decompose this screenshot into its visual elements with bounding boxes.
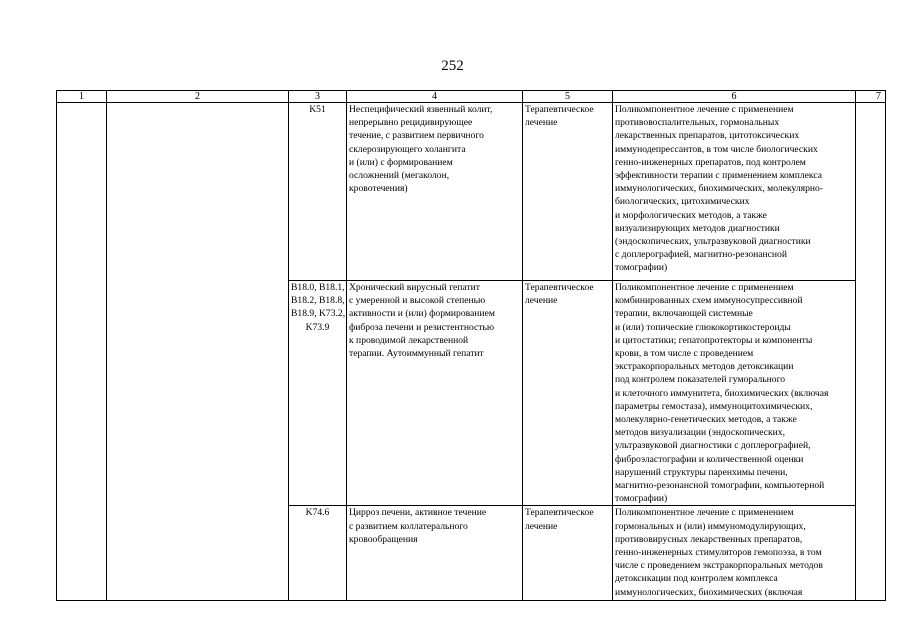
disease-line: непрерывно рецидивирующее	[349, 117, 473, 129]
disease-line: Хронический вирусный гепатит	[349, 282, 480, 293]
method-line: противовоспалительных, гормональных	[615, 117, 780, 129]
treatment-type-line: лечение	[525, 295, 558, 307]
treatment-type-line: лечение	[525, 520, 558, 532]
treatment-type-cell	[523, 103, 613, 281]
treatment-type-line: лечение	[525, 117, 558, 129]
disease-line: с умеренной и высокой степенью	[349, 295, 486, 307]
method-line: терапии, включающей системные	[615, 308, 753, 320]
disease-line: Неспецифический язвенный колит,	[349, 104, 493, 115]
disease-line: и (или) с формированием	[349, 156, 453, 168]
medical-care-table	[56, 90, 886, 601]
empty-cell-col7	[856, 103, 886, 601]
column-number: 5	[523, 91, 613, 103]
method-line: методов визуализации (эндоскопических,	[615, 427, 785, 439]
method-line: экстракорпоральных методов детоксикации	[615, 361, 794, 373]
treatment-method-cell	[613, 103, 856, 281]
method-line: крови, в том числе с проведением	[615, 348, 754, 360]
disease-line: Цирроз печени, активное течение	[349, 507, 487, 519]
disease-line: кровотечения)	[349, 183, 408, 195]
disease-line: фиброза печени и резистентностью	[349, 321, 495, 333]
diagnosis-code-cell	[289, 103, 347, 281]
empty-cell-col1	[57, 103, 107, 601]
diagnosis-code: K73.9	[305, 321, 330, 333]
page-number: 252	[441, 58, 464, 74]
treatment-method-cell	[613, 281, 856, 506]
method-line: параметры гемостаза), иммуноцитохимических,	[615, 400, 813, 412]
method-line: детоксикации под контролем комплекса	[615, 573, 778, 585]
treatment-method-cell	[613, 506, 856, 601]
disease-cell	[347, 281, 523, 506]
method-line: генно-инженерных препаратов, под контролем	[615, 156, 806, 168]
method-line: иммунологических, биохимических (включая	[615, 586, 803, 598]
disease-cell	[347, 506, 523, 601]
column-number: 4	[347, 91, 523, 103]
method-line: магнитно-резонансной томографии, компьютерной	[615, 480, 825, 492]
column-number-row	[57, 91, 886, 103]
diagnosis-code: K74.6	[305, 507, 330, 519]
table-row	[57, 103, 886, 281]
method-line: нарушений структуры паренхимы печени,	[615, 466, 788, 478]
diagnosis-code: B18.0, B18.1,	[291, 282, 345, 293]
diagnosis-code: B18.9, K73.2,	[291, 308, 346, 320]
disease-line: с развитием коллатерального	[349, 520, 468, 532]
method-line: лекарственных препаратов, цитотоксических	[615, 130, 800, 142]
column-number: 3	[289, 91, 347, 103]
method-line: гормональных и (или) иммуномодулирующих,	[615, 520, 806, 532]
disease-line: течение, с развитием первичного	[349, 130, 484, 142]
diagnosis-code-cell	[289, 281, 347, 506]
method-line: комбинированных схем иммуносупрессивной	[615, 295, 803, 307]
disease-line: к проводимой лекарственной	[349, 334, 469, 346]
method-line: иммунологических, биохимических, молекулярно-	[615, 183, 823, 195]
treatment-type-line: Терапевтическое	[525, 282, 594, 293]
disease-line: склерозирующего холангита	[349, 143, 466, 155]
method-line: эффективности терапии с применением комплекса	[615, 170, 822, 182]
column-number: 7	[856, 91, 886, 103]
treatment-type-cell	[523, 281, 613, 506]
method-line: биологических, цитохимических	[615, 196, 750, 208]
method-line: и морфологических методов, а также	[615, 209, 767, 221]
method-line: противовирусных лекарственных препаратов,	[615, 533, 803, 545]
column-number: 2	[107, 91, 289, 103]
method-line: визуализирующих методов диагностики	[615, 222, 780, 234]
method-line: Поликомпонентное лечение с применением	[615, 507, 794, 519]
treatment-type-line: Терапевтическое	[525, 507, 594, 519]
diagnosis-code: K51	[309, 104, 326, 115]
treatment-type-line: Терапевтическое	[525, 104, 594, 115]
method-line: (эндоскопических, ультразвуковой диагностики	[615, 236, 811, 248]
method-line: и (или) топические глюкокортикостероиды	[615, 321, 791, 333]
method-line: с доплерографией, магнитно-резонансной	[615, 249, 787, 261]
method-line: томографии)	[615, 493, 668, 505]
empty-cell-col2	[107, 103, 289, 601]
method-line: и цитостатики; гепатопротекторы и компоненты	[615, 334, 813, 346]
method-line: иммунодепрессантов, в том числе биологических	[615, 143, 818, 155]
diagnosis-code-cell	[289, 506, 347, 601]
method-line: числе с проведением экстракорпоральных методов	[615, 560, 823, 572]
treatment-type-cell	[523, 506, 613, 601]
method-line: ультразвуковой диагностики с доплерографией,	[615, 440, 811, 452]
method-line: Поликомпонентное лечение с применением	[615, 282, 794, 293]
disease-line: активности и (или) формированием	[349, 308, 495, 320]
column-number: 6	[613, 91, 856, 103]
method-line: под контролем показателей гуморального	[615, 374, 786, 386]
disease-line: кровообращения	[349, 533, 418, 545]
method-line: томографии)	[615, 262, 668, 274]
method-line: генно-инженерных стимуляторов гемопоэза, в том	[615, 547, 822, 559]
method-line: фиброэластографии и количественной оценки	[615, 453, 804, 465]
diagnosis-code: B18.2, B18.8,	[291, 295, 345, 307]
method-line: молекулярно-генетических методов, а также	[615, 414, 797, 426]
method-line: Поликомпонентное лечение с применением	[615, 104, 794, 115]
disease-cell	[347, 103, 523, 281]
column-number: 1	[57, 91, 107, 103]
method-line: и клеточного иммунитета, биохимических (включая	[615, 387, 829, 399]
disease-line: осложнений (мегаколон,	[349, 170, 450, 182]
disease-line: терапии. Аутоиммунный гепатит	[349, 348, 484, 360]
